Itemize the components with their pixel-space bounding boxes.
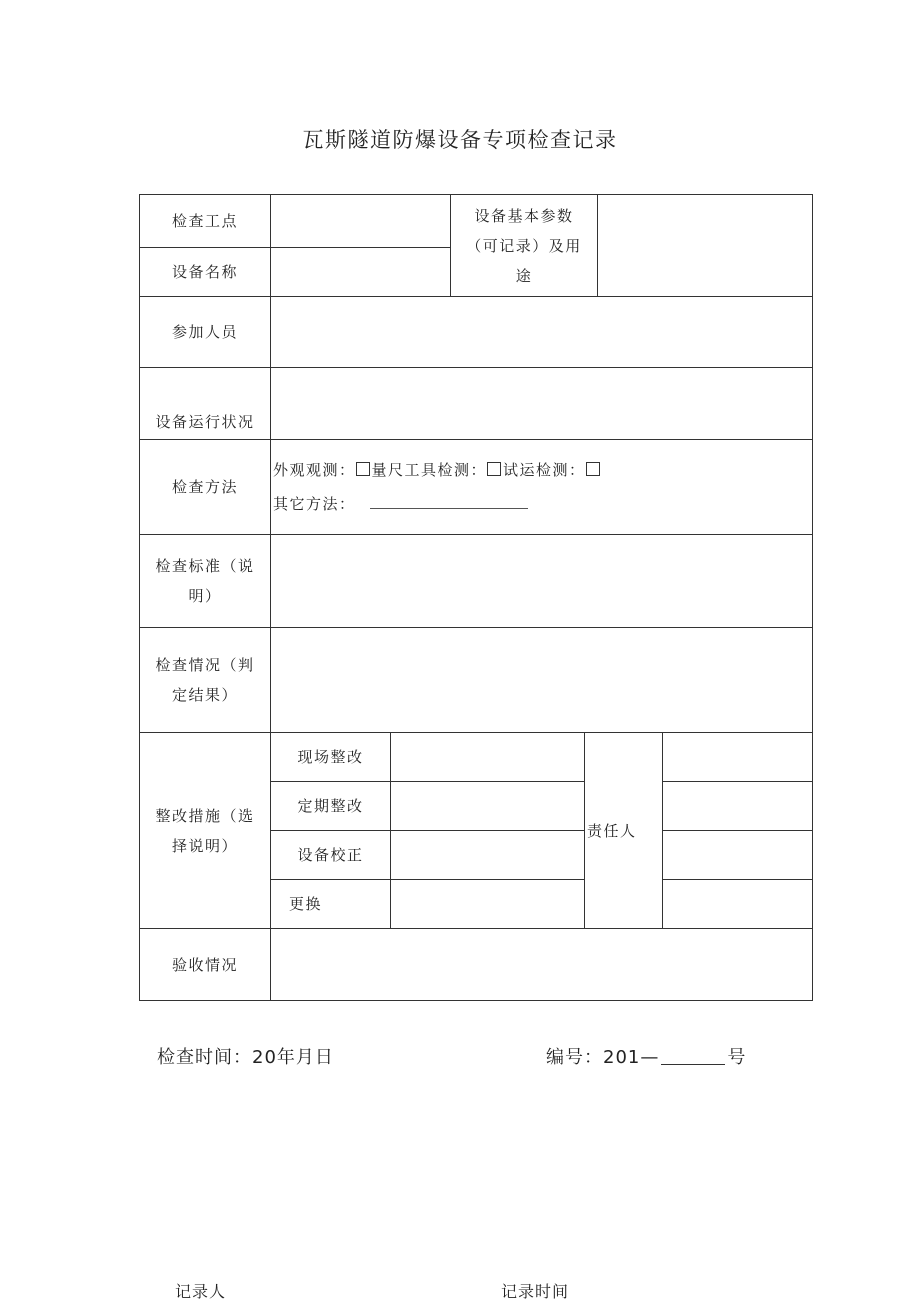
document-number bbox=[546, 1043, 746, 1069]
rectify-replace-value-cell[interactable] bbox=[391, 880, 585, 929]
responsible-label: 责任人 bbox=[585, 733, 663, 929]
rectify-option-replace: 更换 bbox=[271, 880, 391, 929]
visual-method-label: 外观观测： bbox=[273, 461, 356, 479]
method-options-cell bbox=[271, 440, 813, 535]
rectify-label-line2: 择说明） bbox=[171, 836, 238, 855]
record-time-label: 记录时间 bbox=[501, 1282, 570, 1301]
params-label-line3: 途 bbox=[515, 266, 533, 285]
result-label-line1: 检查情况（判 bbox=[155, 656, 255, 674]
site-label: 检查工点 bbox=[140, 195, 271, 248]
result-value-cell[interactable] bbox=[271, 628, 813, 733]
acceptance-value-cell[interactable] bbox=[271, 929, 813, 1001]
rectify-option-onsite: 现场整改 bbox=[271, 733, 391, 782]
operation-status-value-cell[interactable] bbox=[271, 368, 813, 440]
other-method-input[interactable] bbox=[370, 496, 528, 509]
responsible-calibration-cell[interactable] bbox=[663, 831, 813, 880]
tool-checkbox[interactable] bbox=[487, 462, 501, 476]
method-line-2 bbox=[271, 487, 812, 521]
params-value-cell[interactable] bbox=[598, 195, 813, 297]
params-label-line1: 设备基本参数 bbox=[474, 206, 574, 225]
number-blank[interactable] bbox=[661, 1048, 725, 1065]
standard-label-cell bbox=[140, 535, 271, 628]
tool-method-label: 量尺工具检测： bbox=[371, 461, 488, 479]
recorder-label: 记录人 bbox=[175, 1282, 227, 1301]
device-name-value-cell[interactable] bbox=[271, 248, 451, 297]
rectify-label-line1: 整改措施（选 bbox=[155, 806, 255, 825]
number-suffix: 号 bbox=[727, 1047, 747, 1068]
visual-checkbox[interactable] bbox=[356, 462, 370, 476]
standard-label-line1: 检查标准（说 bbox=[155, 557, 255, 575]
check-time: 检查时间：20年月日 bbox=[157, 1047, 334, 1068]
rectify-onsite-value-cell[interactable] bbox=[391, 733, 585, 782]
responsible-replace-cell[interactable] bbox=[663, 880, 813, 929]
responsible-scheduled-cell[interactable] bbox=[663, 782, 813, 831]
page-title: 瓦斯隧道防爆设备专项检查记录 bbox=[302, 128, 618, 152]
rectify-scheduled-value-cell[interactable] bbox=[391, 782, 585, 831]
params-label-line2: （可记录）及用 bbox=[466, 236, 582, 255]
responsible-onsite-cell[interactable] bbox=[663, 733, 813, 782]
method-line-1 bbox=[271, 453, 812, 487]
inspection-form-table bbox=[139, 194, 813, 1001]
rectify-calibration-value-cell[interactable] bbox=[391, 831, 585, 880]
number-prefix: 编号：201— bbox=[546, 1047, 660, 1068]
rectify-option-calibration: 设备校正 bbox=[271, 831, 391, 880]
method-label: 检查方法 bbox=[140, 440, 271, 535]
trial-method-label: 试运检测： bbox=[503, 461, 586, 479]
standard-label-line2: 明） bbox=[188, 587, 222, 605]
params-label-cell bbox=[451, 195, 598, 297]
trial-checkbox[interactable] bbox=[586, 462, 600, 476]
participants-value-cell[interactable] bbox=[271, 297, 813, 368]
participants-label: 参加人员 bbox=[140, 297, 271, 368]
acceptance-label: 验收情况 bbox=[140, 929, 271, 1001]
other-method-label: 其它方法： bbox=[273, 495, 356, 513]
device-name-label: 设备名称 bbox=[140, 248, 271, 297]
rectify-label-cell bbox=[140, 733, 271, 929]
standard-value-cell[interactable] bbox=[271, 535, 813, 628]
result-label-cell bbox=[140, 628, 271, 733]
rectify-option-scheduled: 定期整改 bbox=[271, 782, 391, 831]
site-value-cell[interactable] bbox=[271, 195, 451, 248]
result-label-line2: 定结果） bbox=[171, 686, 238, 704]
operation-status-label: 设备运行状况 bbox=[140, 368, 271, 440]
